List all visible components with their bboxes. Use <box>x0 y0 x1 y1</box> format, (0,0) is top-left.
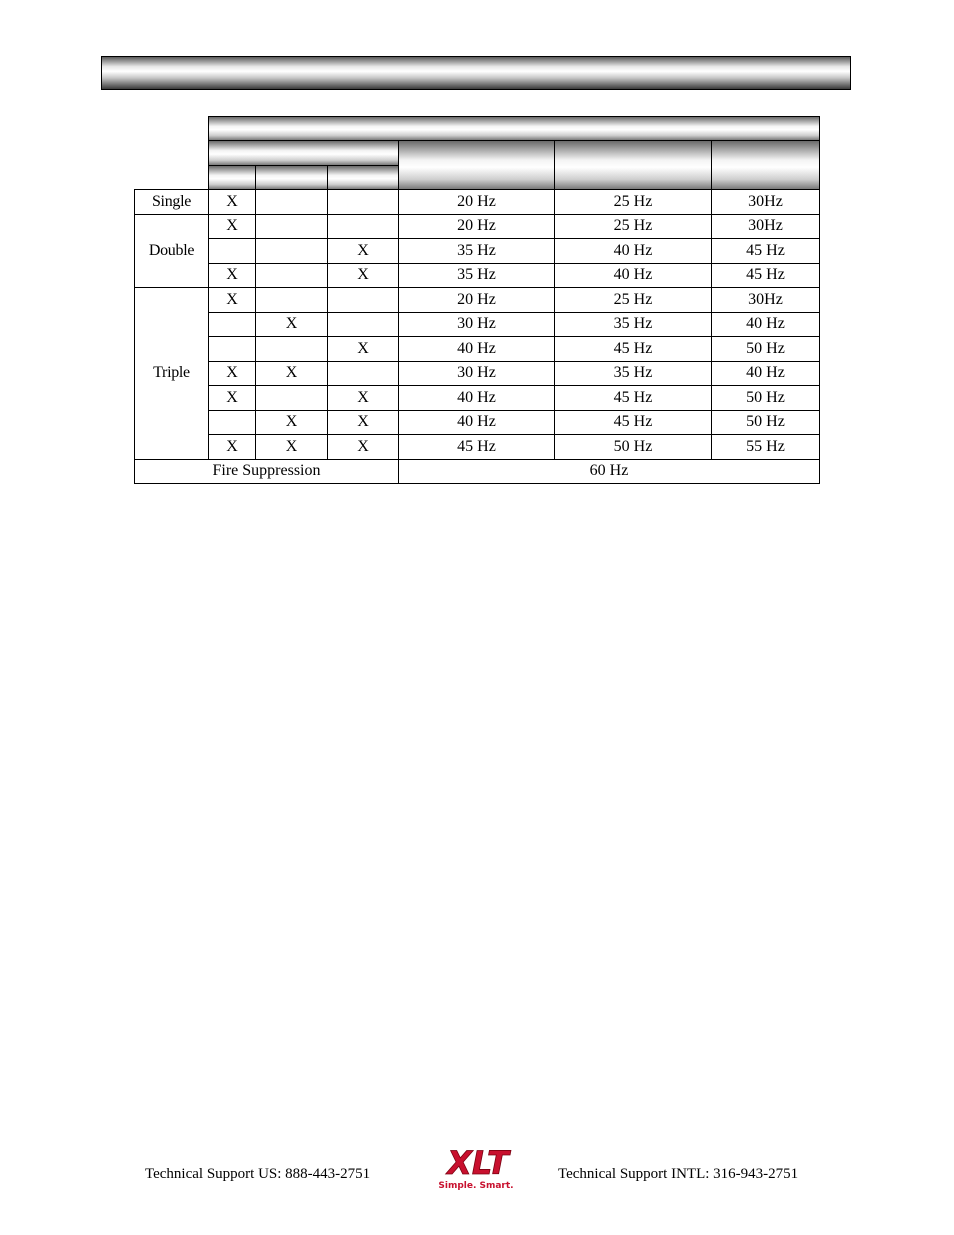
freq-low-cell: 40 Hz <box>399 410 555 435</box>
fan-3-cell <box>328 214 399 239</box>
freq-high-cell: 45 Hz <box>712 263 820 288</box>
fan-frequency-table <box>134 189 820 484</box>
table-header-fan-2 <box>255 165 328 190</box>
freq-high-cell: 40 Hz <box>712 312 820 337</box>
fan-3-cell: X <box>328 263 399 288</box>
freq-high-cell: 45 Hz <box>712 239 820 264</box>
fan-3-cell: X <box>328 435 399 460</box>
fan-2-cell <box>256 337 328 362</box>
freq-high-cell: 50 Hz <box>712 410 820 435</box>
fan-2-cell <box>256 239 328 264</box>
table-row <box>135 312 820 337</box>
freq-low-cell: 40 Hz <box>399 386 555 411</box>
fan-2-cell: X <box>256 312 328 337</box>
table-header-freq-2 <box>554 140 712 190</box>
fan-1-cell <box>209 312 256 337</box>
freq-medium-cell: 45 Hz <box>555 386 712 411</box>
table-row <box>135 263 820 288</box>
freq-low-cell: 20 Hz <box>399 190 555 215</box>
table-row <box>135 190 820 215</box>
freq-low-cell: 30 Hz <box>399 361 555 386</box>
table-body <box>135 190 820 484</box>
fan-1-cell: X <box>209 435 256 460</box>
freq-high-cell: 30Hz <box>712 214 820 239</box>
table-header-fan-1 <box>208 165 256 190</box>
table-header-freq-3 <box>711 140 820 190</box>
fan-2-cell <box>256 288 328 313</box>
table-row <box>135 410 820 435</box>
fan-1-cell: X <box>209 361 256 386</box>
table-row <box>135 239 820 264</box>
freq-medium-cell: 35 Hz <box>555 312 712 337</box>
freq-medium-cell: 25 Hz <box>555 190 712 215</box>
support-intl: Technical Support INTL: 316-943-2751 <box>558 1166 799 1182</box>
freq-medium-cell: 40 Hz <box>555 239 712 264</box>
fan-3-cell: X <box>328 386 399 411</box>
fan-1-cell: X <box>209 263 256 288</box>
table-header-freq-1 <box>398 140 555 190</box>
table-header-top <box>208 116 820 141</box>
fan-1-cell <box>209 239 256 264</box>
fire-suppression-row <box>135 459 820 484</box>
table-row <box>135 361 820 386</box>
table-header-fan-3 <box>327 165 399 190</box>
fan-1-cell <box>209 337 256 362</box>
group-label: Triple <box>135 288 209 460</box>
fan-1-cell: X <box>209 214 256 239</box>
freq-low-cell: 20 Hz <box>399 288 555 313</box>
freq-low-cell: 30 Hz <box>399 312 555 337</box>
fire-suppression-value: 60 Hz <box>399 459 820 484</box>
fan-3-cell <box>328 312 399 337</box>
fire-suppression-label: Fire Suppression <box>135 459 399 484</box>
freq-low-cell: 35 Hz <box>399 263 555 288</box>
fan-2-cell: X <box>256 361 328 386</box>
freq-medium-cell: 40 Hz <box>555 263 712 288</box>
table-row <box>135 386 820 411</box>
table-row <box>135 214 820 239</box>
fan-3-cell <box>328 361 399 386</box>
support-us: Technical Support US: 888-443-2751 <box>145 1166 371 1182</box>
fan-1-cell <box>209 410 256 435</box>
fan-1-cell: X <box>209 288 256 313</box>
fan-2-cell: X <box>256 410 328 435</box>
freq-high-cell: 55 Hz <box>712 435 820 460</box>
freq-high-cell: 30Hz <box>712 288 820 313</box>
fan-1-cell: X <box>209 386 256 411</box>
fan-2-cell: X <box>256 435 328 460</box>
freq-low-cell: 35 Hz <box>399 239 555 264</box>
fan-1-cell: X <box>209 190 256 215</box>
freq-low-cell: 45 Hz <box>399 435 555 460</box>
fan-3-cell: X <box>328 337 399 362</box>
freq-high-cell: 30Hz <box>712 190 820 215</box>
fan-3-cell <box>328 288 399 313</box>
fan-2-cell <box>256 214 328 239</box>
table-row <box>135 435 820 460</box>
fan-2-cell <box>256 386 328 411</box>
freq-low-cell: 20 Hz <box>399 214 555 239</box>
freq-high-cell: 50 Hz <box>712 337 820 362</box>
logo-wordmark: XLT <box>447 1144 509 1182</box>
freq-high-cell: 50 Hz <box>712 386 820 411</box>
fan-3-cell: X <box>328 410 399 435</box>
freq-low-cell: 40 Hz <box>399 337 555 362</box>
freq-medium-cell: 25 Hz <box>555 214 712 239</box>
group-label: Single <box>135 190 209 215</box>
freq-medium-cell: 50 Hz <box>555 435 712 460</box>
freq-medium-cell: 25 Hz <box>555 288 712 313</box>
section-title-bar <box>101 56 851 90</box>
freq-medium-cell: 45 Hz <box>555 337 712 362</box>
fan-3-cell: X <box>328 239 399 264</box>
freq-medium-cell: 45 Hz <box>555 410 712 435</box>
fan-3-cell <box>328 190 399 215</box>
fan-2-cell <box>256 190 328 215</box>
group-label: Double <box>135 214 209 288</box>
table-row <box>135 288 820 313</box>
xlt-logo-icon <box>428 1142 528 1192</box>
logo-tagline: Simple. Smart. <box>438 1181 514 1191</box>
fan-2-cell <box>256 263 328 288</box>
table-row <box>135 337 820 362</box>
freq-medium-cell: 35 Hz <box>555 361 712 386</box>
table-header-fans <box>208 140 399 166</box>
freq-high-cell: 40 Hz <box>712 361 820 386</box>
